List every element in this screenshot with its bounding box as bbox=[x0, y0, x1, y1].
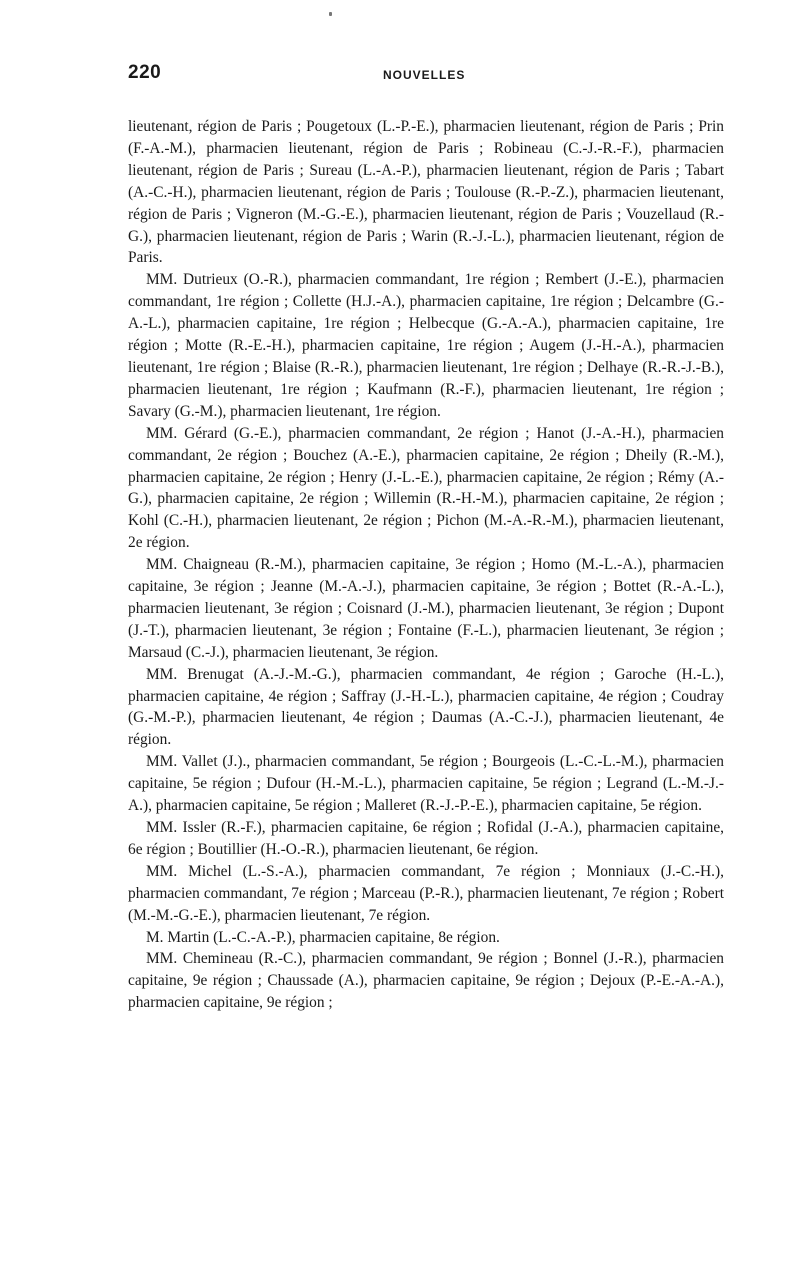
paragraph-region-7: MM. Michel (L.-S.-A.), pharmacien commandant, 7e région ; Monniaux (J.-C.-H.), pharmacien commandant, 7e région ; Marceau (P.-R.), pharmacien lieutenant, 7e région ; Robert (M.-M.-G.-E.), pharmacien lieutenant, 7e région. bbox=[128, 862, 724, 924]
paragraph-region-5: MM. Vallet (J.)., pharmacien commandant, 5e région ; Bourgeois (L.-C.-L.-M.), pharmacien capitaine, 5e région ; Dufour (H.-M.-L.), pharmacien capitaine, 5e région ; Legrand (L.-M.-J.-A.), pharmacien capitaine, 5e région ; Malleret (R.-J.-P.-E.), pharmacien capitaine, 5e région. bbox=[128, 753, 724, 815]
paragraph-region-2: MM. Gérard (G.-E.), pharmacien commandant, 2e région ; Hanot (J.-A.-H.), pharmacien commandant, 2e région ; Bouchez (A.-E.), pharmacien capitaine, 2e région ; Dheily (R.-M.), pharmacien capitaine, 2e région ; Henry (J.-L.-E.), pharmacien capitaine, 2e région ; Rémy (A.-G.), pharmacien capitaine, 2e région ; Willemin (R.-H.-M.), pharmacien capitaine, 2e région ; Kohl (C.-H.), pharmacien lieutenant, 2e région ; Pichon (M.-A.-R.-M.), pharmacien lieutenant, 2e région. bbox=[128, 424, 724, 552]
print-speck bbox=[329, 12, 332, 16]
page-number: 220 bbox=[128, 62, 162, 83]
body-text bbox=[128, 116, 724, 1014]
paragraph-continuation: lieutenant, région de Paris ; Pougetoux (L.-P.-E.), pharmacien lieutenant, région de Paris ; Prin (F.-A.-M.), pharmacien lieutenant, région de Paris ; Robineau (C.-J.-R.-F.), pharmacien lieutenant, région de Paris ; Sureau (L.-A.-P.), pharmacien lieutenant, région de Paris ; Tabart (A.-C.-H.), pharmacien lieutenant, région de Paris ; Toulouse (R.-P.-Z.), pharmacien lieutenant, région de Paris ; Vigneron (M.-G.-E.), pharmacien lieutenant, région de Paris ; Vouzellaud (R.-G.), pharmacien lieutenant, région de Paris ; Warin (R.-J.-L.), pharmacien lieutenant, région de Paris. bbox=[128, 118, 724, 267]
running-head: NOUVELLES bbox=[383, 68, 466, 82]
paragraph-region-4: MM. Brenugat (A.-J.-M.-G.), pharmacien commandant, 4e région ; Garoche (H.-L.), pharmacien capitaine, 4e région ; Saffray (J.-H.-L.), pharmacien capitaine, 4e région ; Coudray (G.-M.-P.), pharmacien lieutenant, 4e région ; Daumas (A.-C.-J.), pharmacien lieutenant, 4e région. bbox=[128, 665, 724, 749]
paragraph-region-1: MM. Dutrieux (O.-R.), pharmacien commandant, 1re région ; Rembert (J.-E.), pharmacien commandant, 1re région ; Collette (H.J.-A.), pharmacien capitaine, 1re région ; Delcambre (G.-A.-L.), pharmacien capitaine, 1re région ; Helbecque (G.-A.-A.), pharmacien capitaine, 1re région ; Motte (R.-E.-H.), pharmacien capitaine, 1re région ; Augem (J.-H.-A.), pharmacien lieutenant, 1re région ; Blaise (R.-R.), pharmacien lieutenant, 1re région ; Delhaye (R.-R.-J.-B.), pharmacien lieutenant, 1re région ; Kaufmann (R.-F.), pharmacien lieutenant, 1re région ; Savary (G.-M.), pharmacien lieutenant, 1re région. bbox=[128, 271, 724, 420]
paragraph-region-6: MM. Issler (R.-F.), pharmacien capitaine, 6e région ; Rofidal (J.-A.), pharmacien capitaine, 6e région ; Boutillier (H.-O.-R.), pharmacien lieutenant, 6e région. bbox=[128, 819, 724, 858]
paragraph-region-8: M. Martin (L.-C.-A.-P.), pharmacien capitaine, 8e région. bbox=[146, 928, 500, 946]
paragraph-region-9: MM. Chemineau (R.-C.), pharmacien commandant, 9e région ; Bonnel (J.-R.), pharmacien capitaine, 9e région ; Chaussade (A.), pharmacien capitaine, 9e région ; Dejoux (P.-E.-A.-A.), pharmacien capitaine, 9e région ; bbox=[128, 950, 724, 1012]
page-header bbox=[128, 62, 724, 92]
paragraph-region-3: MM. Chaigneau (R.-M.), pharmacien capitaine, 3e région ; Homo (M.-L.-A.), pharmacien capitaine, 3e région ; Jeanne (M.-A.-J.), pharmacien capitaine, 3e région ; Bottet (R.-A.-L.), pharmacien lieutenant, 3e région ; Coisnard (J.-M.), pharmacien lieutenant, 3e région ; Dupont (J.-T.), pharmacien lieutenant, 3e région ; Fontaine (F.-L.), pharmacien lieutenant, 3e région ; Marsaud (C.-J.), pharmacien lieutenant, 3e région. bbox=[128, 556, 724, 661]
